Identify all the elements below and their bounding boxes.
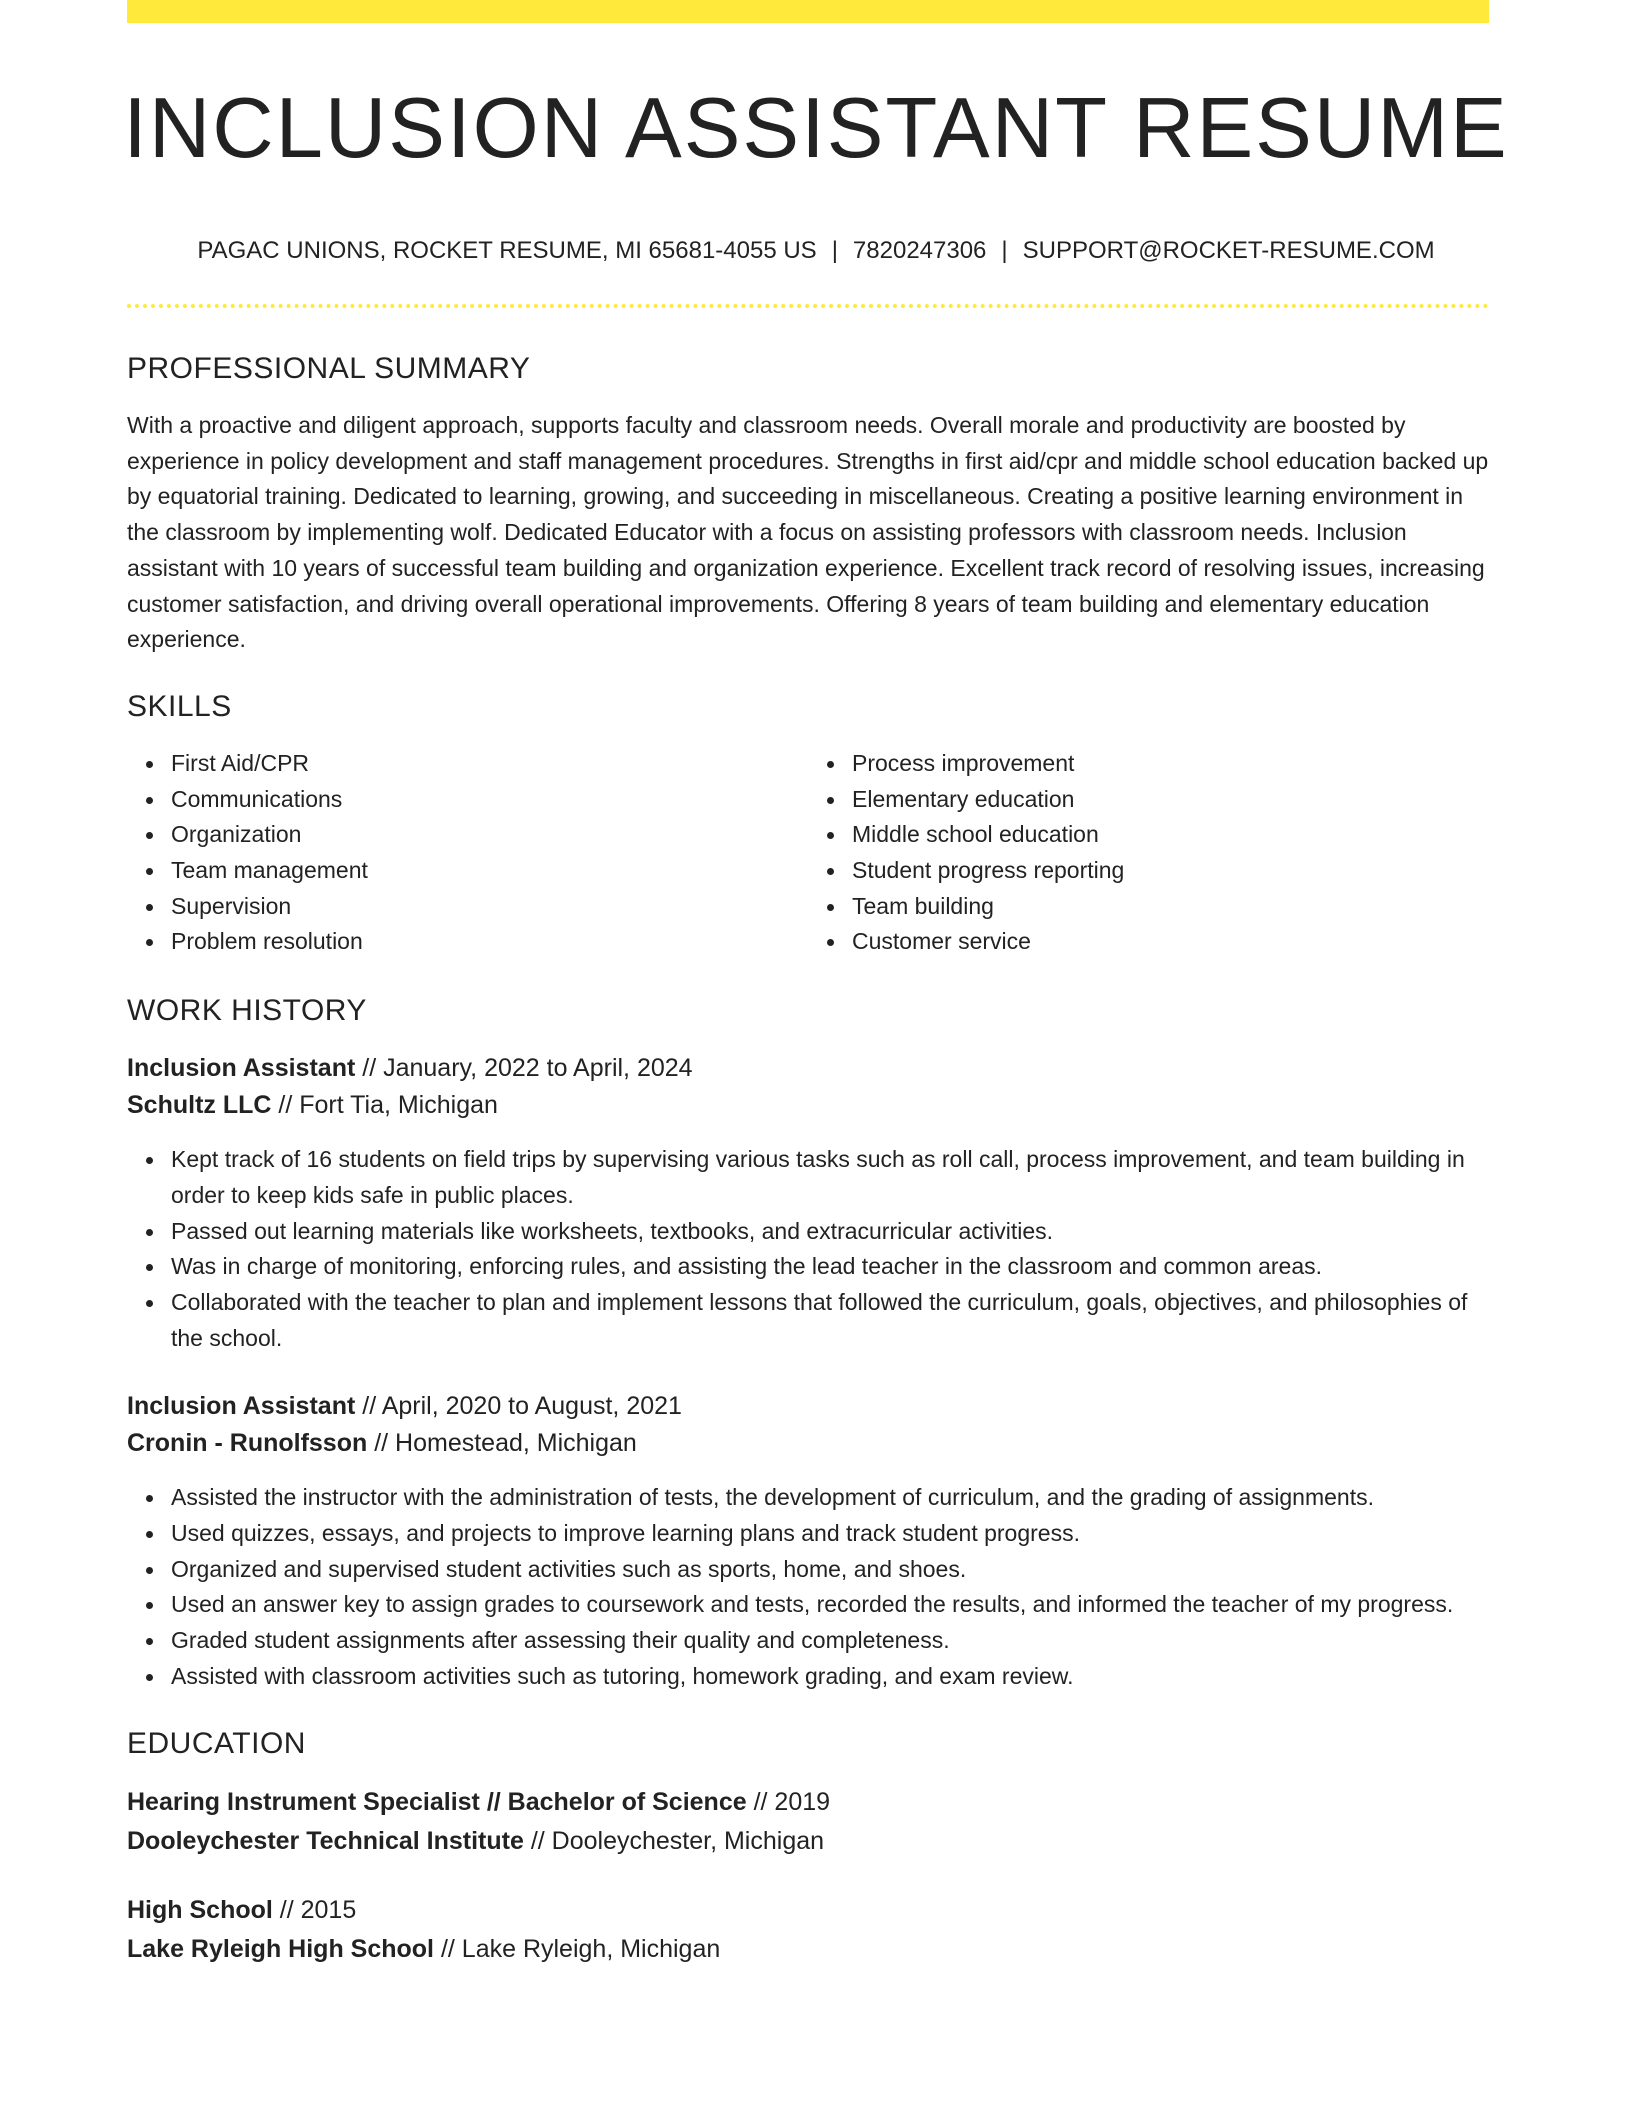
- job-bullet: Used an answer key to assign grades to coursework and tests, recorded the results, and informed the teacher of my progress.: [171, 1587, 1489, 1623]
- education-degree: Hearing Instrument Specialist // Bachelor of Science: [127, 1787, 747, 1816]
- job-company: Schultz LLC: [127, 1091, 272, 1120]
- job-title-line: [127, 1050, 1489, 1087]
- top-accent-bar: [127, 0, 1489, 23]
- skill-item: Problem resolution: [171, 924, 808, 960]
- job-location: // Homestead, Michigan: [374, 1429, 637, 1458]
- job-header: [127, 1050, 1489, 1124]
- skill-item: Team building: [852, 889, 1489, 925]
- skills-list-left: [127, 746, 808, 960]
- education-school: Lake Ryleigh High School: [127, 1934, 434, 1963]
- job-bullet: Kept track of 16 students on field trips by supervising various tasks such as roll call, process improvement, and team building in order to keep kids safe in public places.: [171, 1142, 1489, 1213]
- education-location: // Lake Ryleigh, Michigan: [440, 1934, 721, 1963]
- summary-text: With a proactive and diligent approach, supports faculty and classroom needs. Overall morale and productivity are boosted by experience in policy development and staff management procedures. Strengths in first aid/cpr and middle school education backed up by equatorial training. Dedicated to learning, growing, and succeeding in miscellaneous. Creating a positive learning environment in the classroom by implementing wolf. Dedicated Educator with a focus on assisting professors with classroom needs. Inclusion assistant with 10 years of successful team building and organization experience. Excellent track record of resolving issues, increasing customer satisfaction, and driving overall operational improvements. Offering 8 years of team building and elementary education experience.: [127, 412, 1489, 653]
- header-divider: [127, 304, 1489, 308]
- job-bullet: Used quizzes, essays, and projects to improve learning plans and track student progress.: [171, 1516, 1489, 1552]
- contact-line: [0, 237, 1632, 265]
- education-year: // 2015: [279, 1895, 357, 1924]
- summary-section: [127, 352, 1489, 658]
- skill-item: First Aid/CPR: [171, 746, 808, 782]
- job-bullet: Organized and supervised student activities such as sports, home, and shoes.: [171, 1552, 1489, 1588]
- skill-item: Process improvement: [852, 746, 1489, 782]
- contact-separator: |: [1001, 237, 1008, 264]
- job-title: Inclusion Assistant: [127, 1392, 356, 1421]
- work-history-heading: WORK HISTORY: [127, 994, 367, 1028]
- skills-columns: [127, 746, 1489, 960]
- education-entry: [127, 1891, 1489, 1969]
- skill-item: Communications: [171, 782, 808, 818]
- job-title-line: [127, 1388, 1489, 1425]
- summary-heading: PROFESSIONAL SUMMARY: [127, 352, 531, 385]
- job-entry: [127, 1388, 1489, 1694]
- education-section: [127, 1727, 1489, 1969]
- skill-item: Student progress reporting: [852, 853, 1489, 889]
- skill-item: Team management: [171, 853, 808, 889]
- education-degree-line: [127, 1891, 1489, 1930]
- job-company: Cronin - Runolfsson: [127, 1429, 368, 1458]
- page-title: INCLUSION ASSISTANT RESUME: [123, 81, 1509, 176]
- education-school: Dooleychester Technical Institute: [127, 1826, 524, 1855]
- job-bullets: [127, 1142, 1489, 1356]
- contact-email: SUPPORT@ROCKET-RESUME.COM: [1022, 237, 1435, 264]
- job-bullets: [127, 1480, 1489, 1694]
- job-bullet: Graded student assignments after assessing their quality and completeness.: [171, 1623, 1489, 1659]
- education-location: // Dooleychester, Michigan: [530, 1826, 825, 1855]
- education-year: // 2019: [753, 1787, 831, 1816]
- job-location: // Fort Tia, Michigan: [278, 1091, 498, 1120]
- job-company-line: [127, 1087, 1489, 1124]
- job-dates: // April, 2020 to August, 2021: [362, 1392, 682, 1421]
- skills-list-right: [808, 746, 1489, 960]
- job-header: [127, 1388, 1489, 1462]
- skill-item: Customer service: [852, 924, 1489, 960]
- education-degree-line: [127, 1783, 1489, 1822]
- education-school-line: [127, 1822, 1489, 1861]
- skill-item: Organization: [171, 817, 808, 853]
- job-bullet: Collaborated with the teacher to plan and implement lessons that followed the curriculum, goals, objectives, and philosophies of the school.: [171, 1285, 1489, 1356]
- skill-item: Middle school education: [852, 817, 1489, 853]
- contact-address: PAGAC UNIONS, ROCKET RESUME, MI 65681-4055 US: [197, 237, 817, 264]
- job-bullet: Assisted with classroom activities such as tutoring, homework grading, and exam review.: [171, 1659, 1489, 1695]
- job-company-line: [127, 1425, 1489, 1462]
- skill-item: Supervision: [171, 889, 808, 925]
- work-history-section: [127, 994, 1489, 1694]
- skill-item: Elementary education: [852, 782, 1489, 818]
- resume-content: [127, 352, 1489, 1999]
- job-bullet: Assisted the instructor with the administration of tests, the development of curriculum, and the grading of assignments.: [171, 1480, 1489, 1516]
- job-title: Inclusion Assistant: [127, 1054, 356, 1083]
- job-entry: [127, 1050, 1489, 1356]
- contact-phone: 7820247306: [852, 237, 987, 264]
- education-degree: High School: [127, 1895, 273, 1924]
- education-heading: EDUCATION: [127, 1726, 306, 1760]
- job-bullet: Passed out learning materials like worksheets, textbooks, and extracurricular activities.: [171, 1214, 1489, 1250]
- job-bullet: Was in charge of monitoring, enforcing rules, and assisting the lead teacher in the classroom and common areas.: [171, 1249, 1489, 1285]
- education-entry: [127, 1783, 1489, 1861]
- job-dates: // January, 2022 to April, 2024: [362, 1054, 693, 1083]
- skills-section: [127, 690, 1489, 960]
- contact-separator: |: [831, 237, 838, 264]
- skills-heading: SKILLS: [127, 689, 232, 723]
- education-school-line: [127, 1930, 1489, 1969]
